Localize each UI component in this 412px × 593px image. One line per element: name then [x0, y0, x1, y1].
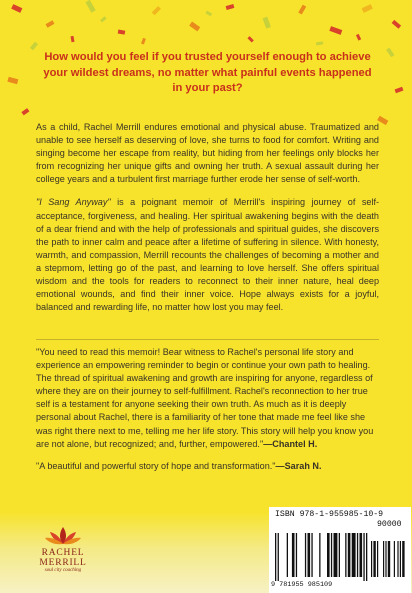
book-title: "I Sang Anyway"	[36, 197, 111, 208]
barcode-stripe	[305, 533, 306, 577]
barcode-stripe	[287, 533, 288, 577]
barcode-stripe	[275, 533, 276, 581]
description-paragraph-2	[36, 196, 379, 314]
testimonial-1-attribution: —Chantel H.	[263, 438, 318, 449]
testimonials	[36, 346, 379, 482]
testimonial-1-text: "You need to read this memoir! Bear witness to Rachel's personal life story and experience an empowering reminder to begin or continue your own path to healing. The thread of spiritual awakening and growth are inspiring for anyone, regardless of where they are on their journey to self-fulfillment. Rachel's reconnection to her true self is a testament for anyone seeking their own truth. As much as it is deeply personal about Rachel, there is a familiarity of her tone that made me feel like she was right there next to me, telling me her life story. This story will help you know you are not alone, but recognized; and, further, empowered."	[36, 347, 374, 449]
testimonial-2-attribution: —Sarah N.	[275, 460, 322, 471]
publisher-logo	[18, 525, 108, 575]
description	[36, 121, 379, 324]
headline: How would you feel if you trusted yourself enough to achieve your wildest dreams, no matter what painful events happened in your past?	[43, 51, 372, 95]
barcode-stripe	[360, 533, 363, 577]
barcode-stripe	[319, 533, 320, 577]
barcode-stripe	[334, 533, 338, 577]
barcode-addon-stripe	[373, 541, 375, 577]
barcode-stripe	[331, 533, 332, 577]
barcode-addon-stripe	[383, 541, 384, 577]
barcode	[269, 507, 411, 593]
lotus-icon	[43, 525, 83, 547]
barcode-stripe	[311, 533, 312, 577]
barcode-addon-stripe	[394, 541, 395, 577]
barcode-stripe	[363, 533, 364, 581]
barcode-addon-stripe	[377, 541, 378, 577]
barcode-bars	[273, 529, 407, 581]
barcode-digits: 9 781955 985109	[271, 581, 333, 589]
barcode-stripe	[339, 533, 340, 577]
barcode-addon-stripe	[385, 541, 386, 577]
logo-name: RACHEL MERRILL	[39, 548, 87, 568]
barcode-stripe	[308, 533, 311, 577]
barcode-stripe	[348, 533, 351, 577]
barcode-stripe	[345, 533, 346, 577]
barcode-stripe	[296, 533, 297, 577]
section-divider	[36, 339, 379, 340]
barcode-stripe	[292, 533, 295, 577]
price-code: 90000	[377, 520, 402, 529]
barcode-addon-stripe	[402, 541, 404, 577]
barcode-stripe	[278, 533, 279, 581]
barcode-addon-stripe	[397, 541, 398, 577]
testimonial-2	[36, 460, 379, 473]
barcode-stripe	[327, 533, 330, 577]
logo-tagline: soul city coaching	[44, 568, 82, 573]
barcode-addon-stripe	[400, 541, 401, 577]
testimonial-2-text: "A beautiful and powerful story of hope and transformation."	[36, 460, 276, 471]
isbn-label: ISBN 978-1-955985-10-9	[275, 510, 384, 519]
barcode-stripe	[352, 533, 356, 577]
barcode-addon-stripe	[388, 541, 390, 577]
barcode-stripe	[366, 533, 367, 581]
testimonial-1	[36, 346, 379, 451]
description-paragraph-1: As a child, Rachel Merrill endures emotional and physical abuse. Traumatized and unable to see herself as deserving of love, she turns to food for comfort. Writing and singing become her escape from reality, but hiding from her feelings only blocks her from recognizing her unique gifts and owning her truth. A sexual assault during her college years and a turbulent first marriage further erode her sense of self-worth.	[36, 122, 379, 185]
description-paragraph-2-text: is a poignant memoir of Merrill's inspiring journey of self-acceptance, forgiveness, and healing. Her spiritual awakening begins with the death of a dear friend and with the help of professionals and spiritual guides, she discovers the path to inner calm and peace after a lifetime of suffering in silence. With honesty, warmth, and compassion, Merrill recounts the challenges of becoming a mother and a stepmom, letting go of the past, and learning to love herself. She offers spiritual wisdom and the tools for readers to reconnect to their inner nature, heal deep emotional wounds, and find their inner voice. Hope always exists for a joyful, balanced and rewarding life, no matter how lost you may feel.	[36, 197, 379, 313]
barcode-addon-stripe	[371, 541, 372, 577]
barcode-stripe	[357, 533, 358, 577]
